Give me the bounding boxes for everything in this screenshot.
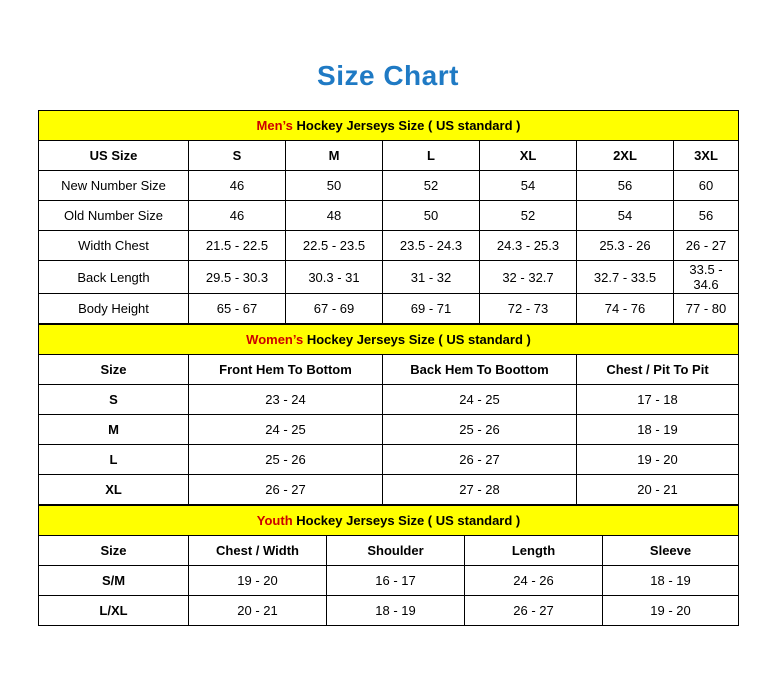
mens-row-4-label: Body Height	[39, 294, 189, 324]
mens-row-4-val-2: 69 - 71	[383, 294, 480, 324]
mens-row-2-val-3: 24.3 - 25.3	[480, 231, 577, 261]
youth-col-0: Size	[39, 536, 189, 566]
womens-row-2-val-0: 25 - 26	[189, 445, 383, 475]
table-row	[39, 261, 739, 294]
womens-row-1-label: M	[39, 415, 189, 445]
mens-row-0-val-3: 54	[480, 171, 577, 201]
mens-row-0-val-5: 60	[674, 171, 739, 201]
table-row	[39, 475, 739, 505]
womens-row-2-label: L	[39, 445, 189, 475]
mens-row-1-val-4: 54	[577, 201, 674, 231]
youth-row-1-val-3: 19 - 20	[603, 596, 739, 626]
womens-row-2-val-1: 26 - 27	[383, 445, 577, 475]
womens-col-0: Size	[39, 355, 189, 385]
mens-size-table	[38, 110, 739, 324]
youth-section-heading-row	[39, 506, 739, 536]
mens-col-5: 2XL	[577, 141, 674, 171]
mens-row-3-val-1: 30.3 - 31	[286, 261, 383, 294]
womens-row-1-val-2: 18 - 19	[577, 415, 739, 445]
youth-row-1-val-2: 26 - 27	[465, 596, 603, 626]
table-row	[39, 415, 739, 445]
mens-row-0-val-2: 52	[383, 171, 480, 201]
youth-row-0-val-2: 24 - 26	[465, 566, 603, 596]
mens-row-1-val-0: 46	[189, 201, 286, 231]
mens-row-2-val-2: 23.5 - 24.3	[383, 231, 480, 261]
youth-row-0-label: S/M	[39, 566, 189, 596]
mens-row-3-val-3: 32 - 32.7	[480, 261, 577, 294]
womens-size-table	[38, 324, 739, 505]
mens-row-2-val-5: 26 - 27	[674, 231, 739, 261]
table-row	[39, 596, 739, 626]
table-row	[39, 201, 739, 231]
womens-row-1-val-1: 25 - 26	[383, 415, 577, 445]
mens-row-1-val-1: 48	[286, 201, 383, 231]
youth-size-table	[38, 505, 739, 626]
mens-row-4-val-4: 74 - 76	[577, 294, 674, 324]
mens-col-4: XL	[480, 141, 577, 171]
youth-row-0-val-1: 16 - 17	[327, 566, 465, 596]
youth-column-header-row	[39, 536, 739, 566]
mens-row-4-val-1: 67 - 69	[286, 294, 383, 324]
mens-row-2-val-0: 21.5 - 22.5	[189, 231, 286, 261]
mens-heading-accent: Men’s	[256, 118, 293, 133]
womens-row-3-label: XL	[39, 475, 189, 505]
mens-row-2-label: Width Chest	[39, 231, 189, 261]
mens-column-header-row	[39, 141, 739, 171]
youth-section-heading	[39, 506, 739, 536]
mens-row-0-label: New Number Size	[39, 171, 189, 201]
womens-row-3-val-1: 27 - 28	[383, 475, 577, 505]
womens-row-2-val-2: 19 - 20	[577, 445, 739, 475]
table-row	[39, 171, 739, 201]
womens-col-2: Back Hem To Boottom	[383, 355, 577, 385]
mens-row-1-val-3: 52	[480, 201, 577, 231]
table-row	[39, 445, 739, 475]
youth-row-1-label: L/XL	[39, 596, 189, 626]
mens-col-1: S	[189, 141, 286, 171]
mens-section-heading	[39, 111, 739, 141]
mens-row-4-val-5: 77 - 80	[674, 294, 739, 324]
womens-heading-accent: Women’s	[246, 332, 304, 347]
womens-row-3-val-0: 26 - 27	[189, 475, 383, 505]
youth-row-0-val-3: 18 - 19	[603, 566, 739, 596]
mens-row-0-val-0: 46	[189, 171, 286, 201]
womens-row-0-val-0: 23 - 24	[189, 385, 383, 415]
mens-row-3-val-5: 33.5 - 34.6	[674, 261, 739, 294]
mens-section-heading-row	[39, 111, 739, 141]
mens-col-0: US Size	[39, 141, 189, 171]
mens-row-3-label: Back Length	[39, 261, 189, 294]
mens-row-4-val-0: 65 - 67	[189, 294, 286, 324]
youth-col-1: Chest / Width	[189, 536, 327, 566]
womens-section-heading-row	[39, 325, 739, 355]
womens-row-3-val-2: 20 - 21	[577, 475, 739, 505]
youth-heading-rest: Hockey Jerseys Size ( US standard )	[292, 513, 521, 528]
womens-section-heading	[39, 325, 739, 355]
mens-row-1-label: Old Number Size	[39, 201, 189, 231]
page-title: Size Chart	[317, 60, 459, 91]
mens-row-2-val-1: 22.5 - 23.5	[286, 231, 383, 261]
mens-row-3-val-4: 32.7 - 33.5	[577, 261, 674, 294]
womens-row-0-val-2: 17 - 18	[577, 385, 739, 415]
mens-col-6: 3XL	[674, 141, 739, 171]
mens-heading-rest: Hockey Jerseys Size ( US standard )	[292, 118, 521, 133]
womens-column-header-row	[39, 355, 739, 385]
womens-col-3: Chest / Pit To Pit	[577, 355, 739, 385]
mens-row-0-val-4: 56	[577, 171, 674, 201]
womens-heading-rest: Hockey Jerseys Size ( US standard )	[303, 332, 531, 347]
youth-row-0-val-0: 19 - 20	[189, 566, 327, 596]
mens-row-0-val-1: 50	[286, 171, 383, 201]
mens-col-2: M	[286, 141, 383, 171]
mens-row-2-val-4: 25.3 - 26	[577, 231, 674, 261]
youth-heading-accent: Youth	[256, 513, 293, 528]
table-row	[39, 231, 739, 261]
womens-row-0-val-1: 24 - 25	[383, 385, 577, 415]
mens-row-1-val-5: 56	[674, 201, 739, 231]
table-row	[39, 294, 739, 324]
mens-row-3-val-2: 31 - 32	[383, 261, 480, 294]
youth-row-1-val-1: 18 - 19	[327, 596, 465, 626]
youth-col-3: Length	[465, 536, 603, 566]
mens-row-4-val-3: 72 - 73	[480, 294, 577, 324]
womens-row-1-val-0: 24 - 25	[189, 415, 383, 445]
table-row	[39, 385, 739, 415]
womens-row-0-label: S	[39, 385, 189, 415]
youth-row-1-val-0: 20 - 21	[189, 596, 327, 626]
mens-col-3: L	[383, 141, 480, 171]
table-row	[39, 566, 739, 596]
youth-col-4: Sleeve	[603, 536, 739, 566]
womens-col-1: Front Hem To Bottom	[189, 355, 383, 385]
mens-row-3-val-0: 29.5 - 30.3	[189, 261, 286, 294]
size-chart-tables	[38, 110, 738, 626]
youth-col-2: Shoulder	[327, 536, 465, 566]
mens-row-1-val-2: 50	[383, 201, 480, 231]
